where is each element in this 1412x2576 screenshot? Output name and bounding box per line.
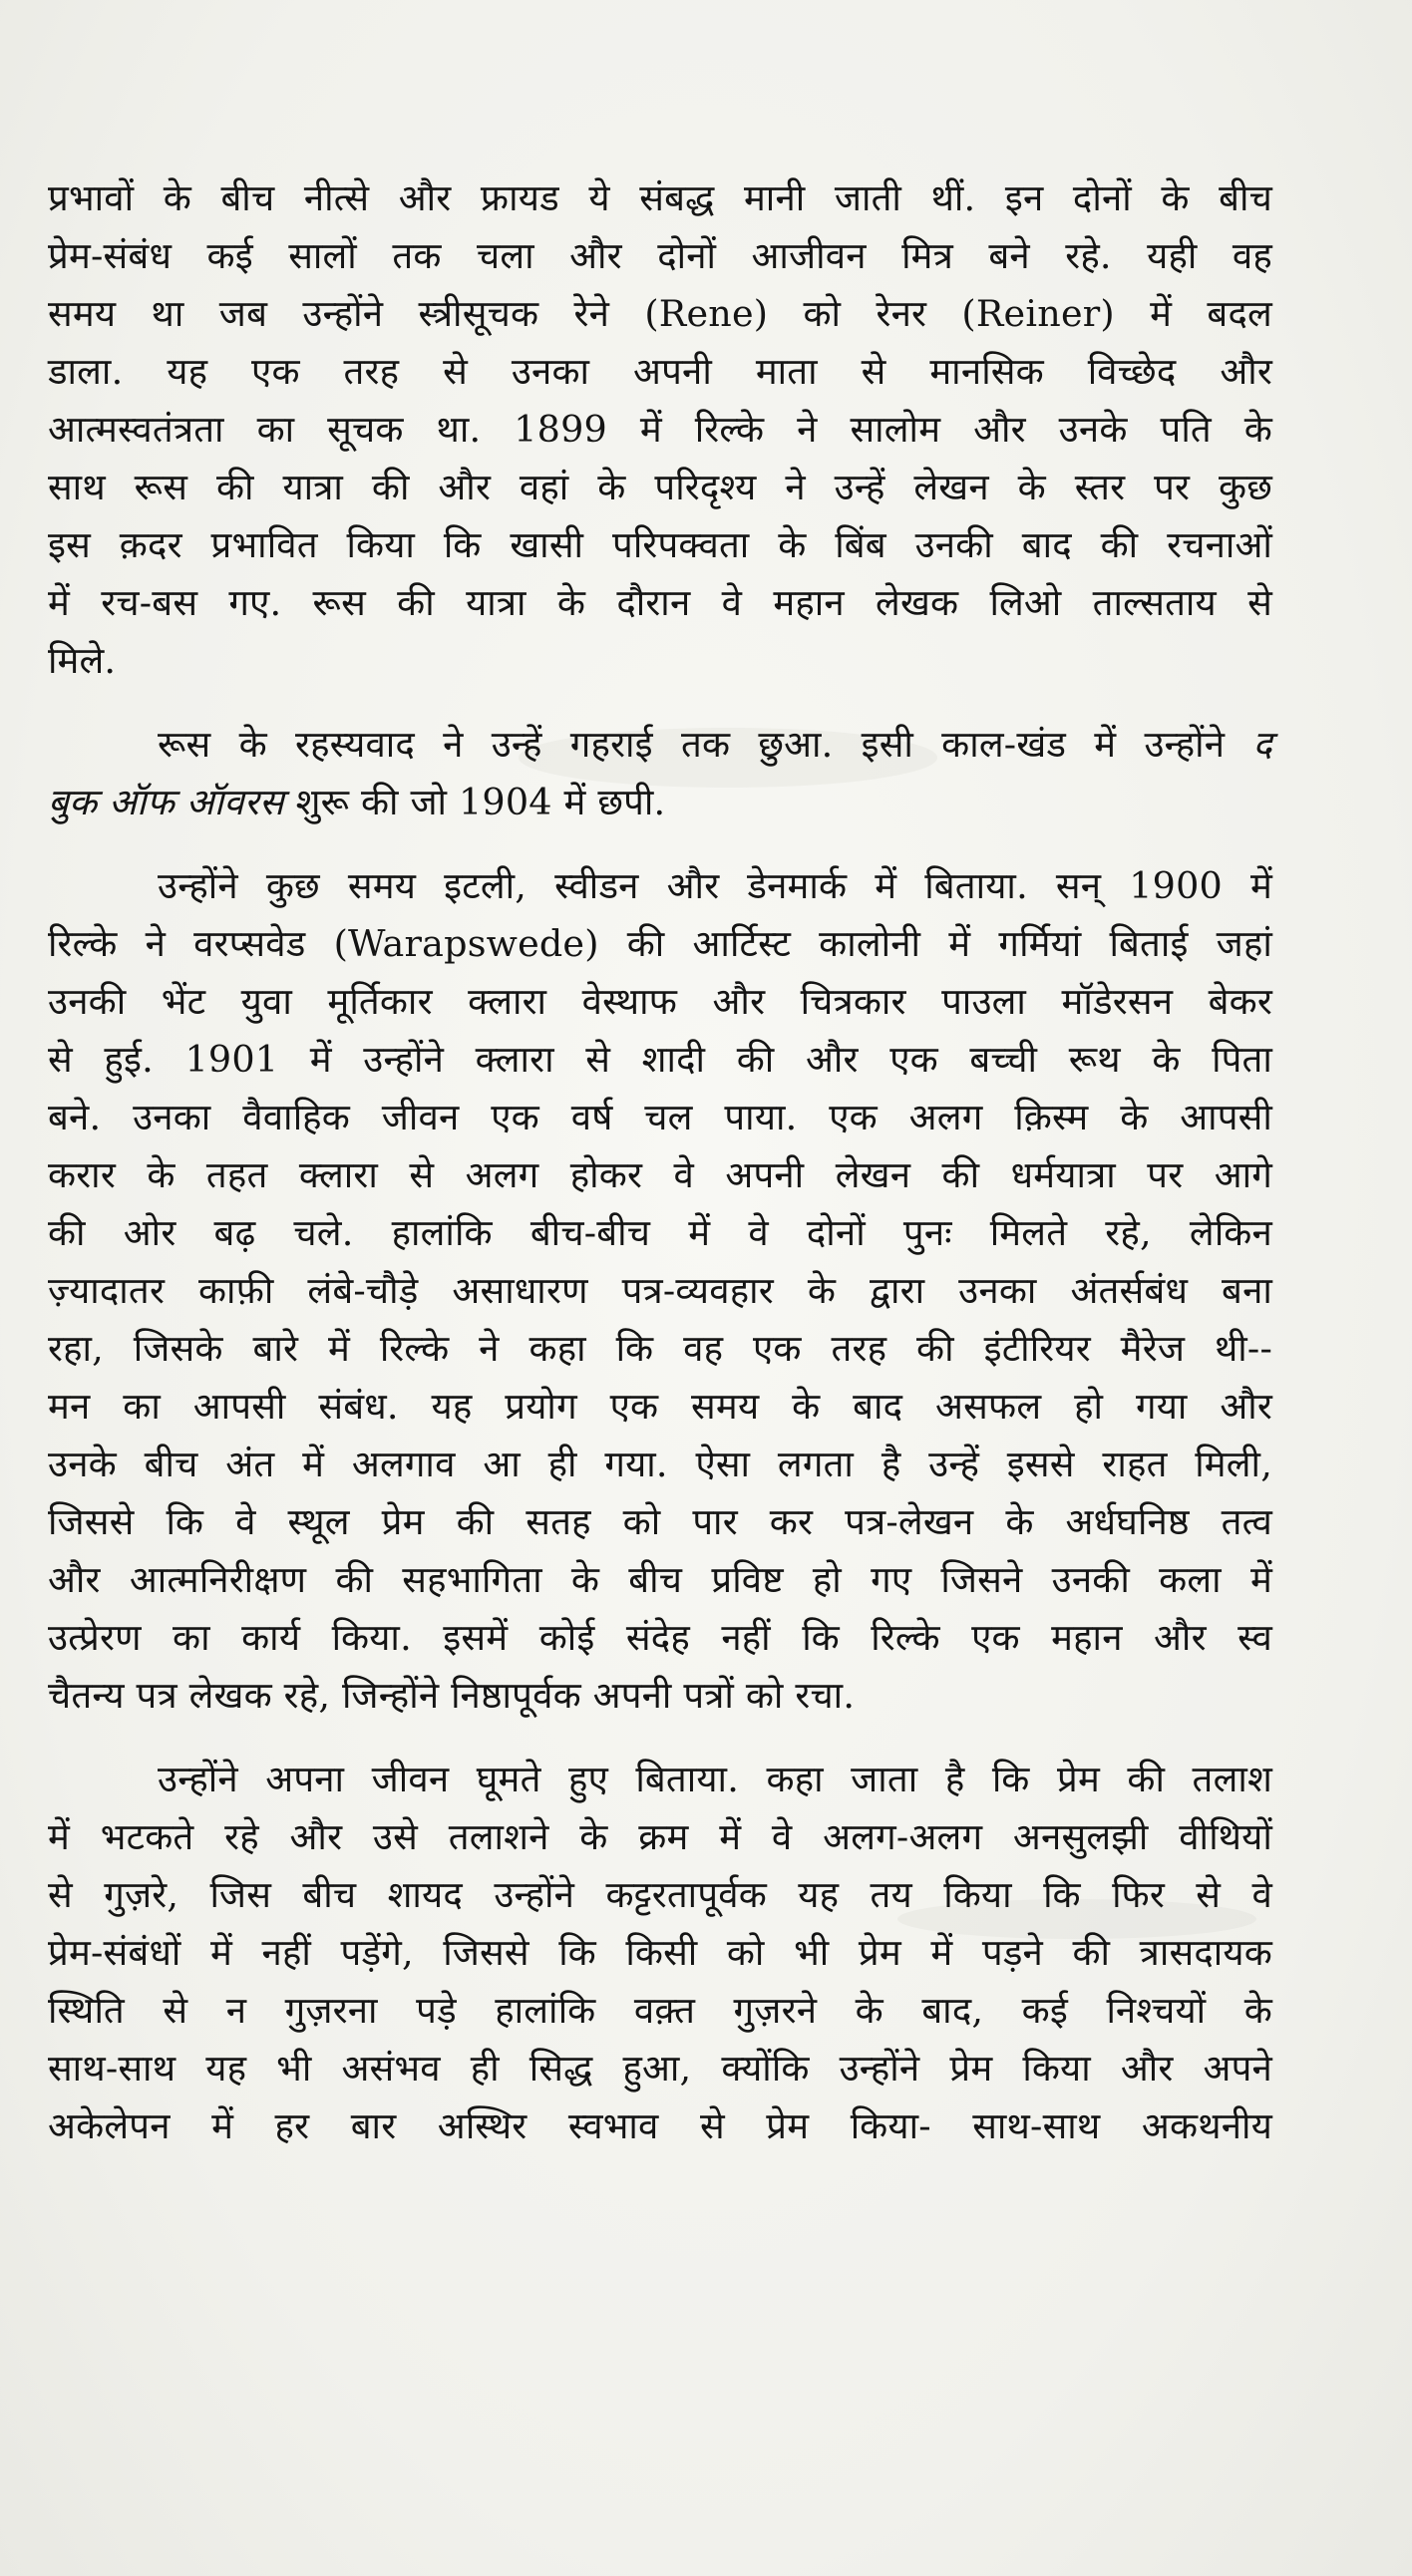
text-line: प्रभावों के बीच नीत्से और फ्रायड ये संबद्ध मानी जाती थीं. इन दोनों के बीच bbox=[48, 176, 1272, 219]
text-line: और आत्मनिरीक्षण की सहभागिता के बीच प्रविष्ट हो गए जिसने उनकी कला में bbox=[48, 1558, 1272, 1601]
text-line bbox=[48, 774, 1272, 831]
text-line: उनकी भेंट युवा मूर्तिकार क्लारा वेस्थाफ और चित्रकार पाउला मॉडेरसन बेकर bbox=[48, 980, 1272, 1023]
paragraph-3 bbox=[48, 857, 1272, 1725]
paragraph-2 bbox=[48, 716, 1272, 831]
text-line bbox=[48, 716, 1272, 774]
text-line: से गुज़रे, जिस बीच शायद उन्होंने कट्टरतापूर्वक यह तय किया कि फिर से वे bbox=[48, 1873, 1272, 1916]
text-line: चैतन्य पत्र लेखक रहे, जिन्होंने निष्ठापूर्वक अपनी पत्रों को रचा. bbox=[48, 1674, 856, 1717]
text-line: समय था जब उन्होंने स्त्रीसूचक रेने (Rene) को रेनर (Reiner) में बदल bbox=[48, 292, 1272, 335]
line-text: शुरू की जो 1904 में छपी. bbox=[283, 781, 666, 823]
text-line: बने. उनका वैवाहिक जीवन एक वर्ष चल पाया. एक अलग क़िस्म के आपसी bbox=[48, 1096, 1272, 1138]
line-text: रूस के रहस्यवाद ने उन्हें गहराई तक छुआ. इसी काल-खंड में उन्होंने bbox=[158, 723, 1226, 766]
text-line: डाला. यह एक तरह से उनका अपनी माता से मानसिक विच्छेद और bbox=[48, 350, 1272, 393]
text-line: की ओर बढ़ चले. हालांकि बीच-बीच में वे दोनों पुनः मिलते रहे, लेकिन bbox=[48, 1211, 1272, 1254]
text-line: जिससे कि वे स्थूल प्रेम की सतह को पार कर पत्र-लेखन के अर्धघनिष्ठ तत्व bbox=[48, 1500, 1272, 1543]
text-line: उत्प्रेरण का कार्य किया. इसमें कोई संदेह नहीं कि रिल्के एक महान और स्व bbox=[48, 1616, 1272, 1659]
text-line: से हुई. 1901 में उन्होंने क्लारा से शादी की और एक बच्ची रूथ के पिता bbox=[48, 1038, 1272, 1081]
text-line: में भटकते रहे और उसे तलाशने के क्रम में वे अलग-अलग अनसुलझी वीथियों bbox=[48, 1815, 1272, 1858]
book-title: बुक ऑफ ऑवरस bbox=[48, 781, 284, 823]
text-line: ज़्यादातर काफ़ी लंबे-चौड़े असाधारण पत्र-व्यवहार के द्वारा उनका अंतर्सबंध बना bbox=[48, 1269, 1272, 1312]
text-line: प्रेम-संबंध कई सालों तक चला और दोनों आजीवन मित्र बने रहे. यही वह bbox=[48, 234, 1272, 277]
text-line: करार के तहत क्लारा से अलग होकर वे अपनी लेखन की धर्मयात्रा पर आगे bbox=[48, 1153, 1272, 1196]
paragraph-4 bbox=[48, 1751, 1272, 2155]
body-text bbox=[48, 169, 1272, 2155]
text-line: अकेलेपन में हर बार अस्थिर स्वभाव से प्रेम किया- साथ-साथ अकथनीय bbox=[48, 2104, 1272, 2147]
text-line: साथ-साथ यह भी असंभव ही सिद्ध हुआ, क्योंकि उन्होंने प्रेम किया और अपने bbox=[48, 2047, 1272, 2090]
text-line: मिले. bbox=[48, 639, 117, 682]
text-line: रहा, जिसके बारे में रिल्के ने कहा कि वह एक तरह की इंटीरियर मैरेज थी-- bbox=[48, 1327, 1272, 1370]
text-line: इस क़दर प्रभावित किया कि खासी परिपक्वता के बिंब उनकी बाद की रचनाओं bbox=[48, 523, 1272, 566]
text-line: साथ रूस की यात्रा की और वहां के परिदृश्य ने उन्हें लेखन के स्तर पर कुछ bbox=[48, 466, 1272, 508]
text-line: रिल्के ने वरप्सवेड (Warapswede) की आर्टिस्ट कालोनी में गर्मियां बिताई जहां bbox=[48, 922, 1272, 965]
text-line: उन्होंने अपना जीवन घूमते हुए बिताया. कहा जाता है कि प्रेम की तलाश bbox=[158, 1758, 1272, 1800]
text-line: स्थिति से न गुज़रना पड़े हालांकि वक़्त गुज़रने के बाद, कई निश्चयों के bbox=[48, 1989, 1272, 2032]
text-line: मन का आपसी संबंध. यह प्रयोग एक समय के बाद असफल हो गया और bbox=[48, 1385, 1272, 1428]
text-line: प्रेम-संबंधों में नहीं पड़ेंगे, जिससे कि किसी को भी प्रेम में पड़ने की त्रासदायक bbox=[48, 1931, 1272, 1974]
book-title-start: द bbox=[1252, 723, 1272, 766]
text-line: उनके बीच अंत में अलगाव आ ही गया. ऐसा लगता है उन्हें इससे राहत मिली, bbox=[48, 1443, 1272, 1485]
paragraph-1 bbox=[48, 169, 1272, 690]
text-line: उन्होंने कुछ समय इटली, स्वीडन और डेनमार्क में बिताया. सन् 1900 में bbox=[158, 864, 1272, 907]
text-line: आत्मस्वतंत्रता का सूचक था. 1899 में रिल्के ने सालोम और उनके पति के bbox=[48, 408, 1272, 451]
text-line: में रच-बस गए. रूस की यात्रा के दौरान वे महान लेखक लिओ ताल्सताय से bbox=[48, 581, 1272, 624]
